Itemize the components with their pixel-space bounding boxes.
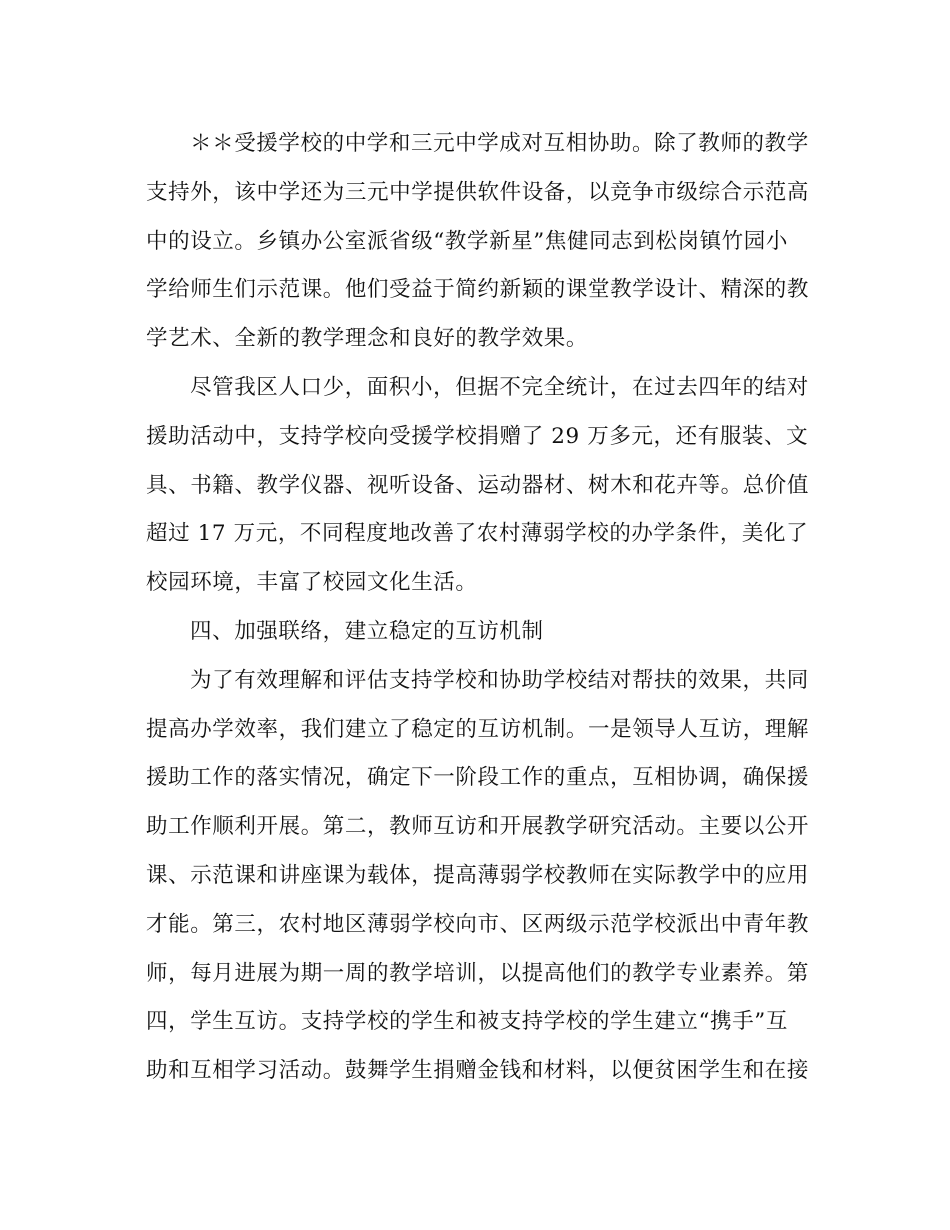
text-line: 四，学生互访。支持学校的学生和被支持学校的学生建立“携手”互 [146,1009,788,1035]
text-line: 援助工作的落实情况，确定下一阶段工作的重点，互相协调，确保援 [146,765,810,791]
paragraph [146,120,808,364]
text-line: 学给师生们示范课。他们受益于简约新颖的课堂教学设计、精深的教 [146,277,810,303]
section-heading [146,608,808,657]
text-line: 为了有效理解和评估支持学校和协助学校结对帮扶的效果，共同 [190,667,809,693]
text-line: 提高办学效率，我们建立了稳定的互访机制。一是领导人互访，理解 [146,716,810,742]
text-line: 助和互相学习活动。鼓舞学生捐赠金钱和材料，以便贫困学生和在接 [146,1058,810,1084]
text-line: 尽管我区人口少，面积小，但据不完全统计，在过去四年的结对 [190,374,809,400]
text-line: 学艺术、全新的教学理念和良好的教学效果。 [146,326,589,352]
text-line: 具、书籍、教学仪器、视听设备、运动器材、树木和花卉等。总价值 [146,472,810,498]
text-line: 超过 17 万元，不同程度地改善了农村薄弱学校的办学条件，美化了 [146,521,809,547]
text-line: 支持外，该中学还为三元中学提供软件设备，以竞争市级综合示范高 [146,179,810,205]
text-line: ＊＊受援学校的中学和三元中学成对互相协助。除了教师的教学 [190,131,809,156]
text-line: 课、示范课和讲座课为载体，提高薄弱学校教师在实际教学中的应用 [146,862,810,888]
paragraph [146,657,808,1096]
text-line: 援助活动中，支持学校向受援学校捐赠了 29 万多元，还有服装、文 [146,423,809,449]
text-line: 助工作顺利开展。第二，教师互访和开展教学研究活动。主要以公开 [146,814,810,840]
document-body [146,120,808,1096]
paragraph [146,364,808,608]
text-line: 师，每月进展为期一周的教学培训，以提高他们的教学专业素养。第 [146,960,810,986]
text-line: 中的设立。乡镇办公室派省级“教学新星”焦健同志到松岗镇竹园小 [146,228,788,254]
heading-line: 四、加强联络，建立稳定的互访机制 [190,618,544,644]
text-line: 校园环境，丰富了校园文化生活。 [146,570,478,596]
text-line: 才能。第三，农村地区薄弱学校向市、区两级示范学校派出中青年教 [146,911,810,937]
